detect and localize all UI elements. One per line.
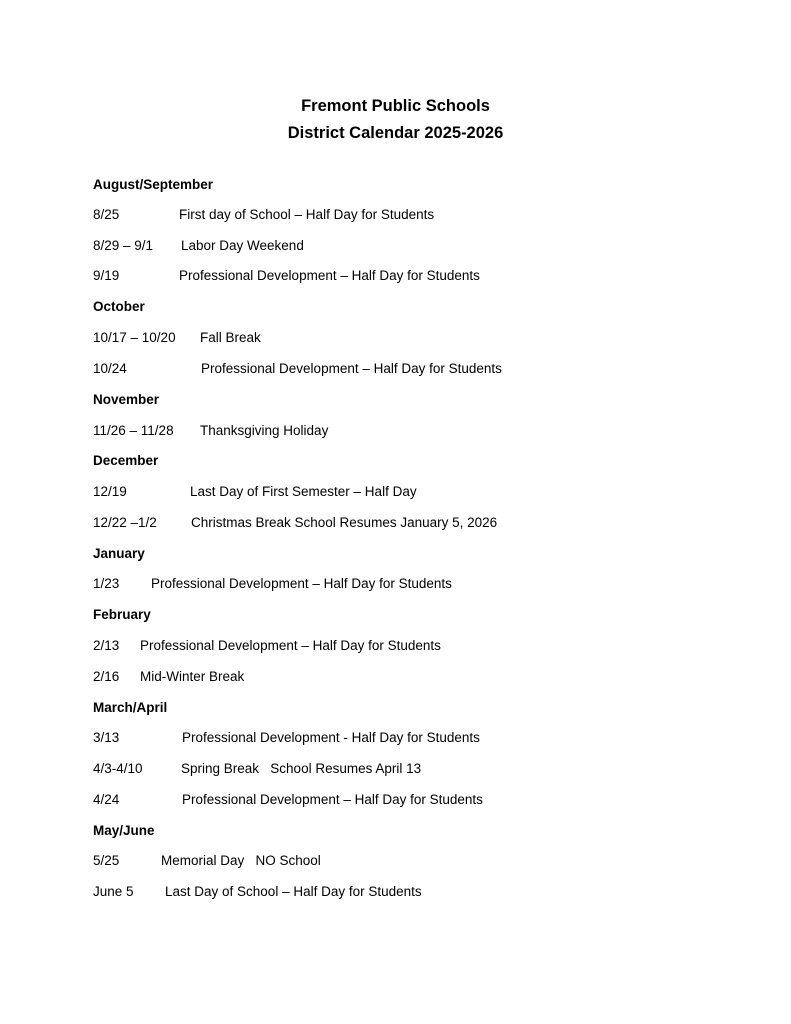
entry-description: Labor Day Weekend bbox=[181, 238, 304, 253]
entry-date: 2/16 bbox=[93, 669, 120, 684]
document-title: Fremont Public Schools bbox=[301, 97, 490, 115]
calendar-entry bbox=[93, 482, 417, 502]
entry-description: Last Day of School – Half Day for Students bbox=[165, 884, 422, 899]
section-heading-march-april: March/April bbox=[93, 700, 168, 715]
entry-date: 5/25 bbox=[93, 853, 120, 868]
entry-date: 4/24 bbox=[93, 792, 120, 807]
entry-date: 12/22 –1/2 bbox=[93, 515, 157, 530]
section-heading-december: December bbox=[93, 453, 159, 468]
calendar-entry bbox=[93, 882, 422, 902]
entry-date: 10/17 – 10/20 bbox=[93, 330, 176, 345]
calendar-entry bbox=[93, 667, 245, 687]
entry-description: Thanksgiving Holiday bbox=[200, 423, 329, 438]
entry-description: Professional Development – Half Day for Students bbox=[182, 792, 483, 807]
calendar-entry bbox=[93, 759, 422, 779]
calendar-entry bbox=[93, 636, 441, 656]
calendar-entry bbox=[93, 236, 304, 256]
calendar-entry bbox=[93, 790, 483, 810]
section-heading-october: October bbox=[93, 299, 145, 314]
calendar-entry bbox=[93, 266, 480, 286]
entry-description: Fall Break bbox=[200, 330, 261, 345]
section-heading-august-september: August/September bbox=[93, 177, 214, 192]
entry-description: Professional Development – Half Day for Students bbox=[201, 361, 502, 376]
section-heading-january: January bbox=[93, 546, 145, 561]
calendar-entry bbox=[93, 574, 452, 594]
entry-description: First day of School – Half Day for Students bbox=[179, 207, 435, 222]
entry-date: 1/23 bbox=[93, 576, 120, 591]
calendar-entry bbox=[93, 359, 502, 379]
entry-date: 9/19 bbox=[93, 268, 120, 283]
document-subtitle: District Calendar 2025-2026 bbox=[287, 124, 504, 142]
entry-description: Last Day of First Semester – Half Day bbox=[190, 484, 417, 499]
entry-date: 10/24 bbox=[93, 361, 127, 376]
entry-description: Spring Break School Resumes April 13 bbox=[181, 761, 422, 776]
entry-date: 4/3-4/10 bbox=[93, 761, 143, 776]
entry-description: Professional Development – Half Day for Students bbox=[179, 268, 480, 283]
entry-description: Professional Development – Half Day for Students bbox=[140, 638, 441, 653]
entry-date: June 5 bbox=[93, 884, 134, 899]
calendar-entry bbox=[93, 728, 480, 748]
entry-date: 2/13 bbox=[93, 638, 120, 653]
entry-date: 8/25 bbox=[93, 207, 120, 222]
section-heading-may-june: May/June bbox=[93, 823, 155, 838]
entry-date: 8/29 – 9/1 bbox=[93, 238, 154, 253]
entry-date: 12/19 bbox=[93, 484, 127, 499]
entry-description: Professional Development – Half Day for Students bbox=[151, 576, 452, 591]
entry-description: Memorial Day NO School bbox=[161, 853, 321, 868]
entry-description: Mid-Winter Break bbox=[140, 669, 245, 684]
entry-description: Christmas Break School Resumes January 5, 2026 bbox=[191, 515, 498, 530]
calendar-entry bbox=[93, 513, 498, 533]
entry-description: Professional Development - Half Day for Students bbox=[182, 730, 480, 745]
calendar-entry bbox=[93, 421, 329, 441]
calendar-entry bbox=[93, 851, 321, 871]
entry-date: 11/26 – 11/28 bbox=[93, 423, 174, 438]
calendar-entry bbox=[93, 205, 435, 225]
section-heading-november: November bbox=[93, 392, 160, 407]
entry-date: 3/13 bbox=[93, 730, 120, 745]
section-heading-february: February bbox=[93, 607, 151, 622]
calendar-entry bbox=[93, 328, 261, 348]
